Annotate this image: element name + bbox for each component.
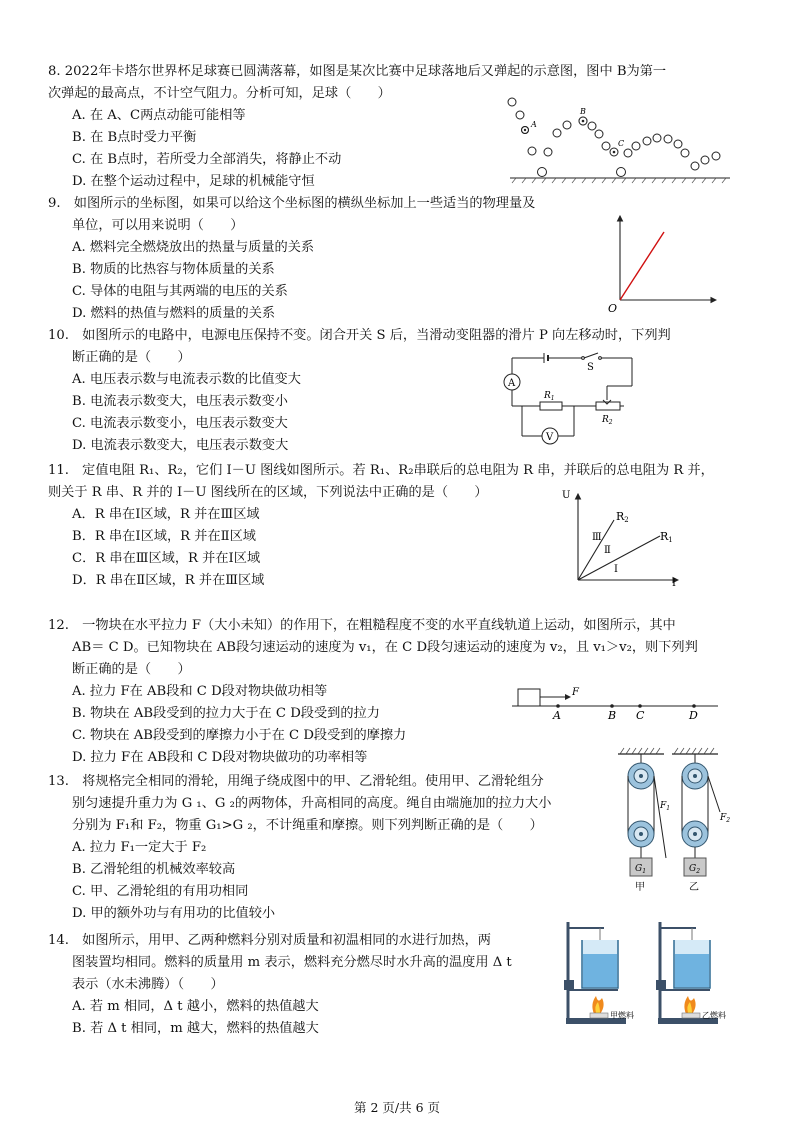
q13-pulley-figure [614, 746, 744, 894]
q10-option-b[interactable]: B. 电流表示数变大，电压表示数变小 [72, 394, 288, 409]
q9-option-c[interactable]: C. 导体的电阻与其两端的电压的关系 [72, 284, 288, 299]
q12-option-b[interactable]: B. 物块在 AB段受到的拉力大于在 C D段受到的拉力 [72, 706, 380, 721]
q8-point-b-marker [579, 117, 587, 125]
q10-r2-label: R [602, 415, 609, 425]
q13-stem-line3: 分别为 F₁和 F₂，物重 G₁>G ₂，不计绳重和摩擦。则下列判断正确的是（ ） [72, 818, 543, 833]
q11-r2-sub: 2 [624, 516, 629, 524]
q10-voltmeter-label: V [546, 432, 554, 443]
q11-r1-sub: 1 [668, 536, 673, 544]
q12-stem-line1: 12. 一物块在水平拉力 F（大小未知）的作用下，在粗糙程度不变的水平直线轨道上运动，如图所示，其中 [48, 618, 676, 633]
page-footer: 第 2 页/共 6 页 [353, 1100, 440, 1115]
q8-option-c[interactable]: C. 在 B点时，若所受力全部消失，将静止不动 [72, 152, 342, 167]
q8-point-a-marker [522, 127, 529, 134]
q8-football-bounce-figure [506, 96, 736, 184]
q8-ground-hatch [512, 178, 726, 183]
q8-stem-line1: 8. 2022年卡塔尔世界杯足球赛已圆满落幕，如图是某次比赛中足球落地后又弹起的示意图，图中 B为第一 [48, 64, 667, 79]
q10-r1-sub: 1 [550, 395, 555, 402]
q9-option-a[interactable]: A. 燃料完全燃烧放出的热量与质量的关系 [72, 240, 315, 255]
q14-stem-line1: 14. 如图所示，用甲、乙两种燃料分别对质量和初温相同的水进行加热，两 [48, 933, 491, 948]
q8-point-c-marker [610, 148, 618, 156]
q11-zone1: Ⅰ [614, 564, 618, 575]
q9-proportional-line [620, 232, 664, 300]
q12-track-figure [510, 682, 720, 722]
svg-text:R2 [601, 415, 613, 426]
q9-stem-line1: 9. 如图所示的坐标图，如果可以给这个坐标图的横纵坐标加上一些适当的物理量及 [48, 196, 536, 211]
q8-label-b: B [580, 107, 586, 116]
q11-zone2: Ⅱ [604, 545, 611, 556]
svg-text:R1 [660, 530, 673, 544]
q12-label-a: A [553, 709, 561, 722]
q11-option-d[interactable]: D．R 串在Ⅱ区域，R 并在Ⅲ区域 [72, 573, 265, 588]
q12-option-a[interactable]: A. 拉力 F在 AB段和 C D段对物块做功相等 [72, 684, 328, 699]
q9-stem-line2: 单位，可以用来说明（ ） [72, 218, 244, 233]
q10-stem-line2: 断正确的是（ ） [72, 350, 191, 365]
q12-option-d[interactable]: D. 拉力 F在 AB段和 C D段对物块做功的功率相等 [72, 750, 368, 765]
svg-text:R2 [616, 510, 629, 524]
q13-g1-sub: 1 [642, 868, 647, 875]
q13-yi-label: 乙 [689, 882, 699, 893]
q13-option-c[interactable]: C. 甲、乙滑轮组的有用功相同 [72, 884, 249, 899]
svg-text:R1 [543, 391, 555, 402]
q14-option-b[interactable]: B. 若 Δ t 相同，m 越大，燃料的热值越大 [72, 1021, 319, 1036]
q13-option-a[interactable]: A. 拉力 F₁一定大于 F₂ [72, 840, 207, 855]
q10-circuit-diagram [498, 350, 638, 450]
q11-r2-label: R [616, 510, 625, 523]
q13-g2-label: G [689, 864, 697, 874]
q13-stem-line2: 别匀速提升重力为 G ₁、G ₂的两物体，升高相同的高度。绳自由端施加的拉力大小 [72, 796, 552, 811]
q11-option-a[interactable]: A．R 串在Ⅰ区域，R 并在Ⅲ区域 [72, 507, 260, 522]
q13-jia-label: 甲 [635, 882, 645, 893]
q12-block [518, 689, 540, 706]
q8-label-c: C [618, 139, 625, 148]
q9-option-d[interactable]: D. 燃料的热值与燃料的质量的关系 [72, 306, 276, 321]
q11-stem-line2: 则关于 R 串、R 并的 I－U 图线所在的区域，下列说法中正确的是（ ） [48, 485, 488, 500]
q12-label-c: C [636, 709, 645, 722]
q8-option-a[interactable]: A. 在 A、C两点动能可能相等 [72, 108, 246, 123]
q10-option-a[interactable]: A. 电压表示数与电流表示数的比值变大 [72, 372, 301, 387]
q13-pulley-system-jia [628, 754, 666, 876]
q11-r1-label: R [660, 530, 669, 543]
q13-pulley-system-yi [682, 754, 720, 876]
q13-g1-label: G [635, 864, 643, 874]
q11-iu-graph [556, 490, 686, 590]
q12-option-c[interactable]: C. 物块在 AB段受到的摩擦力小于在 C D段受到的摩擦力 [72, 728, 407, 743]
q11-u-label: U [562, 490, 571, 501]
q13-g2-sub: 2 [696, 868, 701, 875]
q14-fuel-a-label: 甲燃料 [610, 1011, 634, 1020]
q14-stem-line3: 表示（水未沸腾）（ ） [72, 977, 224, 992]
q11-line-r1 [578, 536, 660, 580]
q12-label-d: D [689, 709, 698, 722]
q11-stem-line1: 11. 定值电阻 R₁、R₂，它们 I－U 图线如图所示。若 R₁、R₂串联后的总电阻为 R 串，并联后的总电阻为 R 并， [48, 463, 714, 478]
q10-r1-label: R [544, 391, 551, 401]
q13-f2-label: F [720, 813, 727, 823]
q10-ammeter-label: A [508, 378, 516, 389]
q11-option-b[interactable]: B．R 串在Ⅰ区域，R 并在Ⅱ区域 [72, 529, 256, 544]
q10-stem-line1: 10. 如图所示的电路中，电源电压保持不变。闭合开关 S 后，当滑动变阻器的滑片 P 向左移动时，下列判 [48, 328, 671, 343]
q14-heating-apparatus-figure [556, 918, 746, 1030]
q11-zone3: Ⅲ [592, 532, 602, 543]
q12-label-b: B [608, 709, 617, 722]
svg-text:F2 [719, 813, 730, 824]
q10-option-c[interactable]: C. 电流表示数变小，电压表示数变大 [72, 416, 288, 431]
q10-r2-sub: 2 [608, 419, 613, 426]
svg-text:F1 [659, 801, 670, 812]
q14-option-a[interactable]: A. 若 m 相同，Δ t 越小，燃料的热值越大 [72, 999, 319, 1014]
q9-origin-label: O [608, 302, 618, 315]
q12-stem-line3: 断正确的是（ ） [72, 662, 191, 677]
q9-coordinate-graph [604, 214, 724, 314]
q12-stem-line2: AB＝ C D。已知物块在 AB段匀速运动的速度为 v₁，在 C D段匀速运动的速度为 v₂，且 v₁＞v₂，则下列判 [72, 640, 698, 655]
q13-option-d[interactable]: D. 甲的额外功与有用功的比值较小 [72, 906, 276, 921]
q14-setup-jia [564, 922, 634, 1024]
q9-option-b[interactable]: B. 物质的比热容与物体质量的关系 [72, 262, 275, 277]
q13-option-b[interactable]: B. 乙滑轮组的机械效率较高 [72, 862, 236, 877]
q8-label-a: A [531, 120, 537, 129]
q13-f1-label: F [660, 801, 667, 811]
q12-force-label: F [572, 687, 579, 698]
q13-f2-sub: 2 [726, 817, 731, 824]
q10-switch-label: S [587, 362, 594, 373]
q14-fuel-b-label: 乙燃料 [702, 1011, 726, 1020]
q13-f1-sub: 1 [666, 805, 671, 812]
q14-stem-line2: 图装置均相同。燃料的质量用 m 表示，燃料充分燃尽时水升高的温度用 Δ t [72, 955, 512, 970]
q8-stem-line2: 次弹起的最高点，不计空气阻力。分析可知，足球（ ） [48, 86, 391, 101]
q13-stem-line1: 13. 将规格完全相同的滑轮，用绳子绕成图中的甲、乙滑轮组。使用甲、乙滑轮组分 [48, 774, 544, 789]
q11-option-c[interactable]: C．R 串在Ⅲ区域，R 并在Ⅰ区域 [72, 551, 261, 566]
q11-i-label: I [672, 578, 676, 589]
q8-option-b[interactable]: B. 在 B点时受力平衡 [72, 130, 197, 145]
q14-setup-yi [656, 922, 726, 1024]
q10-option-d[interactable]: D. 电流表示数变大，电压表示数变大 [72, 438, 289, 453]
q8-option-d[interactable]: D. 在整个运动过程中，足球的机械能守恒 [72, 174, 315, 189]
